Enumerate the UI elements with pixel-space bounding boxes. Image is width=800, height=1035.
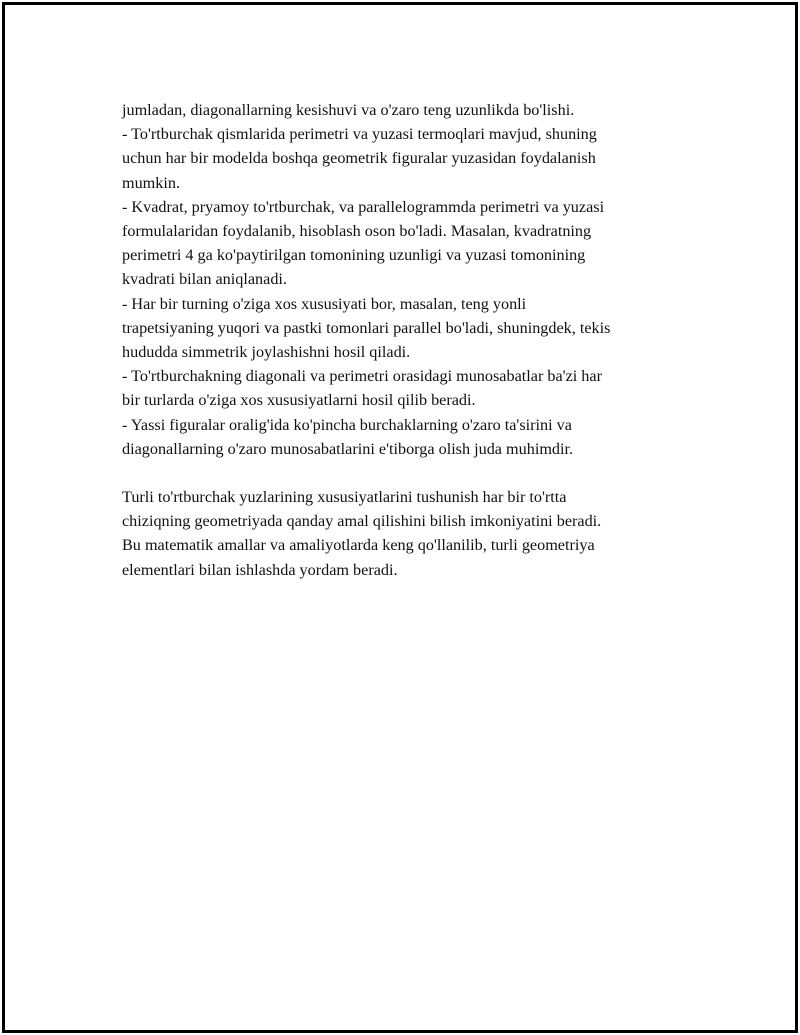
text-line: uchun har bir modelda boshqa geometrik figuralar yuzasidan foydalanish	[122, 149, 596, 168]
text-line: Bu matematik amallar va amaliyotlarda keng qo'llanilib, turli geometriya	[122, 536, 595, 555]
text-line: chiziqning geometriyada qanday amal qilishini bilish imkoniyatini beradi.	[122, 512, 602, 531]
page-frame	[2, 2, 798, 1033]
text-line: elementlari bilan ishlashda yordam beradi.	[122, 560, 398, 579]
text-line: bir turlarda o'ziga xos xususiyatlarni hosil qilib beradi.	[122, 391, 476, 410]
text-line: - To'rtburchakning diagonali va perimetri orasidagi munosabatlar ba'zi har	[122, 367, 602, 386]
text-line: kvadrati bilan aniqlanadi.	[122, 270, 287, 289]
text-line: hududda simmetrik joylashishni hosil qiladi.	[122, 343, 411, 362]
text-line: trapetsiyaning yuqori va pastki tomonlari parallel bo'ladi, shuningdek, tekis	[122, 318, 611, 337]
text-line: - Har bir turning o'ziga xos xususiyati bor, masalan, teng yonli	[122, 294, 527, 313]
paragraph-gap	[122, 461, 702, 485]
text-line: - Yassi figuralar oralig'ida ko'pincha burchaklarning o'zaro ta'sirini va	[122, 415, 572, 434]
paragraph-conclusion	[122, 485, 702, 582]
text-line: mumkin.	[122, 173, 181, 192]
text-line: diagonallarning o'zaro munosabatlarini e'tiborga olish juda muhimdir.	[122, 439, 574, 458]
text-line: formulalaridan foydalanib, hisoblash oson bo'ladi. Masalan, kvadratning	[122, 222, 592, 241]
text-line: - Kvadrat, pryamoy to'rtburchak, va parallelogrammda perimetri va yuzasi	[122, 197, 605, 216]
text-line: perimetri 4 ga ko'paytirilgan tomonining uzunligi va yuzasi tomonining	[122, 246, 586, 265]
paragraph-list-items	[122, 98, 702, 461]
text-line: Turli to'rtburchak yuzlarining xususiyatlarini tushunish har bir to'rtta	[122, 488, 567, 507]
text-line: jumladan, diagonallarning kesishuvi va o'zaro teng uzunlikda bo'lishi.	[122, 101, 575, 119]
text-line: - To'rtburchak qismlarida perimetri va yuzasi termoqlari mavjud, shuning	[122, 125, 597, 144]
document-text	[122, 98, 702, 582]
